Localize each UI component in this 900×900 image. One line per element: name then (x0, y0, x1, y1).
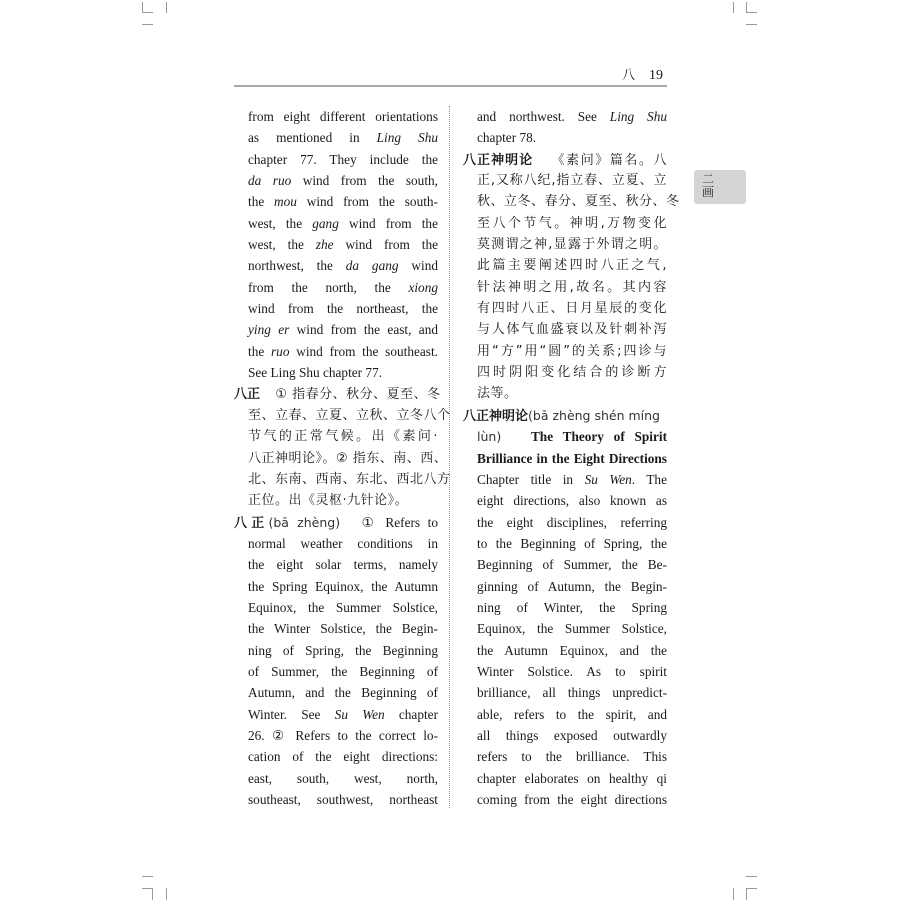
crop-mark-top-left (142, 24, 153, 25)
entry-headword: 八正神明论 (463, 152, 534, 168)
text-line: wind from the northeast, the (248, 301, 438, 317)
entry-text: ① Refers to (361, 514, 438, 530)
entry-pinyin: lùn) (477, 429, 502, 445)
crop-mark-bottom-right (733, 888, 734, 900)
entry-english-title: Brilliance in the Eight Directions (477, 450, 667, 466)
thumb-tab-label (701, 173, 715, 199)
text-line: west, the zhe wind from the (248, 237, 438, 253)
text-line: Winter. See Su Wen chapter (248, 706, 438, 722)
text-line: 八正神明论》。② 指东、南、西、 (248, 450, 448, 466)
header-text (622, 64, 663, 84)
text-line: refers to the brilliance. This (477, 749, 667, 765)
text-line: 26. ② Refers to the correct lo- (248, 727, 438, 743)
text-line: to the Beginning of Spring, the (477, 535, 667, 551)
header-rule (234, 85, 667, 87)
text-line: normal weather conditions in (248, 535, 438, 551)
entry-english-title: The Theory of Spirit (530, 429, 667, 445)
text-line: east, south, west, north, (248, 770, 438, 786)
dictionary-entry-en (463, 405, 667, 811)
dictionary-entry-zh (463, 149, 680, 405)
text-line: the Spring Equinox, the Autumn (248, 578, 438, 594)
entry-first-line (463, 149, 667, 170)
entry-first-line (234, 512, 438, 533)
continuation-text (477, 106, 667, 149)
text-line: Winter Solstice. As to spirit (477, 663, 667, 679)
dictionary-entry-en (234, 512, 438, 811)
text-line: 节气的正常气候。出《素问· (248, 429, 438, 445)
text-line: 至八个节气。神明,万物变化 (477, 215, 667, 231)
text-line: the Autumn Equinox, and the (477, 642, 667, 658)
text-line: chapter 78. (477, 130, 537, 146)
text-line: northwest, the da gang wind (248, 258, 438, 274)
crop-mark-top-right (733, 2, 734, 13)
section-thumb-tab (694, 170, 746, 204)
crop-mark-bottom-right (746, 888, 757, 889)
text-line: brilliance, all things unpredict- (477, 685, 667, 701)
text-line: and northwest. See Ling Shu (477, 109, 668, 124)
crop-mark-bottom-right (746, 876, 757, 877)
text-line: See Ling Shu chapter 77. (248, 365, 383, 381)
text-line: Autumn, and the Beginning of (248, 685, 438, 701)
text-line: 莫测谓之神,显露于外谓之明。 (477, 237, 667, 253)
text-line: 正,又称八纪,指立春、立夏、立 (477, 173, 667, 189)
thumb-tab-char-bottom: 画 (701, 185, 714, 199)
text-line: 此篇主要阐述四时八正之气, (477, 258, 667, 274)
text-line: chapter 77. They include the (248, 151, 438, 167)
text-line: Chapter title in Su Wen. The (477, 471, 667, 487)
text-line: ning of Winter, the Spring (477, 599, 667, 615)
text-line: southeast, southwest, northeast (248, 792, 438, 807)
page-number: 19 (649, 68, 663, 83)
text-line: ginning of Autumn, the Begin- (477, 578, 667, 594)
text-line: 有四时八正、日月星辰的变化 (477, 301, 667, 317)
text-line: from the north, the xiong (248, 279, 438, 295)
text-line: the eight disciplines, referring (477, 514, 667, 530)
crop-mark-bottom-right (746, 888, 747, 900)
header-index-char: 八 (621, 68, 635, 83)
text-line: of Summer, the Beginning of (248, 663, 438, 679)
text-line: the ruo wind from the southeast. (248, 343, 438, 359)
column-separator (449, 106, 450, 808)
text-line: coming from the eight directions (477, 792, 667, 807)
text-line: 针法神明之用,故名。其内容 (477, 279, 667, 295)
text-line: the Winter Solstice, the Begin- (248, 621, 438, 637)
entry-text: 《素问》篇名。八 (551, 152, 667, 168)
crop-mark-bottom-left (152, 888, 153, 900)
entry-title-line (477, 426, 667, 447)
text-line: 北、东南、西南、东北、西北八方 (248, 471, 451, 487)
text-line: 用“方”用“圆”的关系;四诊与 (477, 343, 667, 359)
text-line: the eight solar terms, namely (248, 557, 438, 573)
entry-text: ① 指春分、秋分、夏至、冬 (275, 387, 441, 403)
dictionary-entry-zh (234, 383, 451, 511)
text-line: able, refers to the spirit, and (477, 706, 667, 722)
running-header (234, 64, 667, 86)
text-line: Beginning of Summer, the Be- (477, 557, 667, 573)
text-line: ning of Spring, the Beginning (248, 642, 438, 658)
text-line: da ruo wind from the south, (248, 173, 438, 189)
text-line: Equinox, the Summer Solstice, (477, 621, 667, 637)
entry-headword: 八正神明论 (463, 408, 529, 424)
text-line: west, the gang wind from the (248, 215, 438, 231)
text-line: eight directions, also known as (477, 493, 667, 509)
text-line: all things exposed outwardly (477, 727, 667, 743)
text-line: 秋、立冬、春分、夏至、秋分、冬 (477, 194, 680, 210)
crop-mark-bottom-left (166, 888, 167, 900)
text-line: chapter elaborates on healthy qi (477, 770, 667, 786)
crop-mark-top-left (142, 12, 153, 13)
text-line: cation of the eight directions: (248, 749, 438, 765)
text-line: from eight different orientations (248, 109, 438, 124)
entry-headword: 八正 (234, 387, 261, 403)
text-line: the mou wind from the south- (248, 194, 438, 210)
crop-mark-top-left (166, 2, 167, 13)
text-line: 正位。出《灵枢·九针论》。 (248, 493, 409, 509)
text-line: 与人体气血盛衰以及针刺补泻 (477, 322, 667, 338)
text-line: 法等。 (477, 386, 518, 402)
thumb-tab-char-top: 二 (701, 172, 714, 186)
text-line: Equinox, the Summer Solstice, (248, 599, 438, 615)
crop-mark-bottom-left (142, 876, 153, 877)
right-column (463, 106, 680, 810)
entry-pinyin: (bā zhèng shén míng (528, 407, 660, 423)
continuation-text (248, 106, 438, 383)
text-line: as mentioned in Ling Shu (248, 130, 438, 146)
text-line: 至、立春、立夏、立秋、立冬八个 (248, 407, 451, 423)
entry-first-line (463, 405, 667, 426)
crop-mark-top-right (746, 12, 757, 13)
entry-headword: 八正 (234, 515, 269, 531)
left-column (234, 106, 451, 810)
text-line: 四时阴阳变化结合的诊断方 (477, 365, 667, 381)
crop-mark-top-right (746, 24, 757, 25)
entry-first-line (234, 383, 441, 404)
text-line: ying er wind from the east, and (248, 322, 438, 338)
entry-pinyin: (bā zhèng) (268, 514, 341, 530)
